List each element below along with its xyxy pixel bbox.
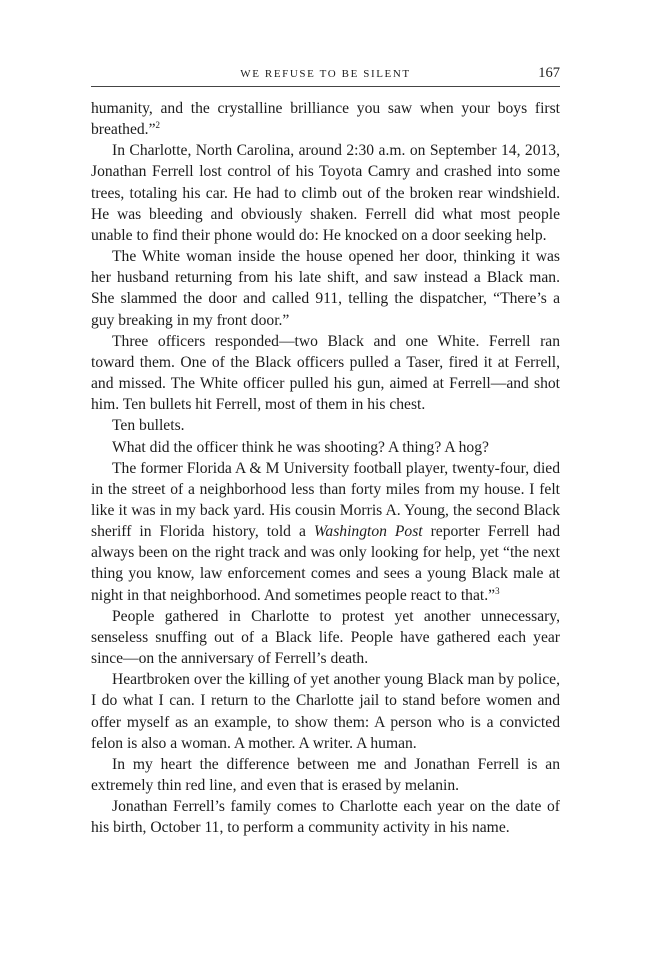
footnote-marker: 2 bbox=[155, 120, 160, 131]
body-text bbox=[91, 98, 560, 838]
footnote-marker: 3 bbox=[495, 585, 500, 596]
running-head bbox=[91, 62, 560, 87]
paragraph: What did the officer think he was shooting? A thing? A hog? bbox=[112, 438, 489, 456]
paragraph: The White woman inside the house opened her door, thinking it was her husband returning from his late shift, and saw instead a Black man. She slammed the door and called 911, telling the dispatcher, “There’s a guy breaking in my front door.” bbox=[91, 248, 560, 329]
paragraph-continued bbox=[91, 98, 560, 140]
paragraph-text: The former Florida A & M University football player, twenty-four, died in the street of a neighborhood less than forty miles from my house. I felt like it was in my back yard. His cousin Morris A. Young, the second Black sheriff in Florida history, told a bbox=[91, 459, 560, 541]
paragraph: In Charlotte, North Carolina, around 2:30 a.m. on September 14, 2013, Jonathan Ferrell lost control of his Toyota Camry and crashed into some trees, totaling his car. He had to climb out of the broken rear windshield. He was bleeding and obviously shaken. Ferrell did what most people unable to find their phone would do: He knocked on a door seeking help. bbox=[91, 142, 560, 244]
paragraph: Jonathan Ferrell’s family comes to Charlotte each year on the date of his birth, October 11, to perform a community activity in his name. bbox=[91, 798, 560, 837]
paragraph: People gathered in Charlotte to protest yet another unnecessary, senseless snuffing out of a Black life. People have gathered each year since—on the anniversary of Ferrell’s death. bbox=[91, 607, 560, 668]
paragraph: In my heart the difference between me and Jonathan Ferrell is an extremely thin red line, and even that is erased by melanin. bbox=[91, 755, 560, 794]
paragraph: Heartbroken over the killing of yet another young Black man by police, I do what I can. I return to the Charlotte jail to stand before women and offer myself as an example, to show them: A person who is a convicted felon is also a woman. A mother. A writer. A human. bbox=[91, 671, 560, 752]
paragraph-text: humanity, and the crystalline brilliance you saw when your boys first breathed.” bbox=[91, 100, 560, 139]
page-number: 167 bbox=[538, 65, 560, 81]
paragraph-text: reporter Ferrell had always been on the right track and was only looking for help, yet “the next thing you know, law enforcement comes and sees a young Black male at night in that neighborhood. And sometimes people react to that.” bbox=[91, 523, 560, 604]
paragraph: Three officers responded—two Black and one White. Ferrell ran toward them. One of the Black officers pulled a Taser, fired it at Ferrell, and missed. The White officer pulled his gun, aimed at Ferrell—and shot him. Ten bullets hit Ferrell, most of them in his chest. bbox=[91, 332, 560, 414]
publication-title: Washington Post bbox=[313, 523, 423, 541]
paragraph bbox=[91, 458, 560, 606]
book-page bbox=[91, 62, 560, 838]
running-title: WE REFUSE TO BE SILENT bbox=[240, 68, 411, 80]
paragraph: Ten bullets. bbox=[112, 417, 185, 435]
